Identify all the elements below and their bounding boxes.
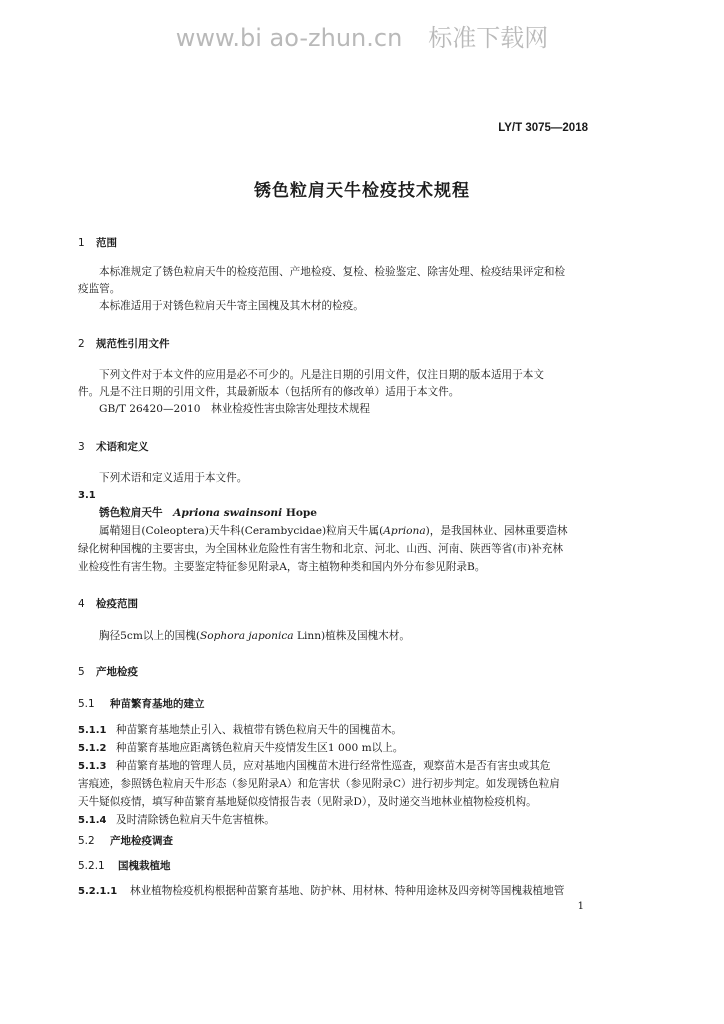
scientific-name: Sophora japonica bbox=[200, 630, 294, 642]
section-2-heading bbox=[78, 336, 170, 351]
definition-text: 属鞘翅目(Coleoptera)天牛科(Cerambycidae)粒肩天牛属( bbox=[99, 525, 384, 537]
clause-number: 5.2.1.1 bbox=[78, 886, 118, 897]
clause-5-1-4 bbox=[78, 810, 601, 831]
clause-number: 5.1.4 bbox=[78, 815, 107, 826]
clause-text: 种苗繁育基地的管理人员，应对基地内国槐苗木进行经常性巡查，观察苗木是否有害虫或其危 bbox=[116, 760, 551, 772]
term-3-1-definition-line-3: 业检疫性有害生物。主要鉴定特征参见附录A，寄主植物种类和国内外分布参见附录B。 bbox=[78, 561, 486, 573]
term-3-1-number: 3.1 bbox=[78, 490, 96, 501]
s2-reference: GB/T 26420—2010 林业检疫性害虫除害处理技术规程 bbox=[99, 403, 371, 415]
section-number: 4 bbox=[78, 598, 85, 610]
section-title: 范围 bbox=[96, 237, 117, 249]
clause-text: 种苗繁育基地禁止引入、栽植带有锈色粒肩天牛的国槐苗木。 bbox=[116, 724, 403, 736]
term-author: Hope bbox=[282, 507, 318, 519]
watermark bbox=[0, 18, 724, 53]
subsection-title: 种苗繁育基地的建立 bbox=[110, 698, 205, 710]
section-4-heading bbox=[78, 596, 138, 611]
subsection-5-2-1-heading bbox=[78, 858, 171, 873]
s4-paragraph bbox=[78, 626, 622, 646]
clause-number: 5.1.2 bbox=[78, 743, 107, 754]
clause-text: 林业植物检疫机构根据种苗繁育基地、防护林、用材林、特种用途林及四旁树等国槐栽植地管 bbox=[130, 885, 565, 897]
section-title: 产地检疫 bbox=[96, 666, 138, 678]
subsection-number: 5.1 bbox=[78, 698, 95, 710]
clause-number: 5.1.1 bbox=[78, 725, 107, 736]
clause-number: 5.1.3 bbox=[78, 761, 107, 772]
section-number: 5 bbox=[78, 666, 85, 678]
section-number: 3 bbox=[78, 441, 85, 453]
clause-5-1-3-line-2: 害痕迹，参照锈色粒肩天牛形态（参见附录A）和危害状（参见附录C）进行初步判定。如发现锈色粒肩 bbox=[78, 778, 560, 790]
page-number: 1 bbox=[577, 901, 584, 912]
s2-paragraph-1-line-1: 下列文件对于本文件的应用是必不可少的。凡是注日期的引用文件，仅注日期的版本适用于本文 bbox=[99, 369, 544, 381]
definition-text: )，是我国林业、园林重要造林 bbox=[425, 525, 568, 537]
clause-5-1-3-line-3: 天牛疑似疫情，填写种苗繁育基地疑似疫情报告表（见附录D），及时递交当地林业植物检疫机构。 bbox=[78, 796, 537, 808]
document-title: 锈色粒肩天牛检疫技术规程 bbox=[254, 181, 470, 201]
section-number: 1 bbox=[78, 237, 85, 249]
watermark-url: www.bi ao-zhun.cn bbox=[175, 24, 403, 52]
term-name: 锈色粒肩天牛 bbox=[99, 507, 174, 519]
s3-intro: 下列术语和定义适用于本文件。 bbox=[99, 472, 248, 484]
s1-paragraph-2: 本标准适用于对锈色粒肩天牛寄主国槐及其木材的检疫。 bbox=[99, 300, 364, 312]
s1-paragraph-1-line-1: 本标准规定了锈色粒肩天牛的检疫范围、产地检疫、复检、检验鉴定、除害处理、检疫结果评定和检 bbox=[99, 266, 566, 278]
subsection-5-1-heading bbox=[78, 696, 205, 711]
term-3-1 bbox=[78, 503, 622, 523]
section-number: 2 bbox=[78, 338, 85, 350]
watermark-site-name: 标准下载网 bbox=[428, 24, 549, 52]
paragraph-text: 胸径5cm以上的国槐( bbox=[99, 630, 201, 642]
term-3-1-definition-line-1 bbox=[78, 521, 622, 541]
s2-paragraph-1-line-2: 件。凡是不注日期的引用文件，其最新版本（包括所有的修改单）适用于本文件。 bbox=[78, 386, 460, 398]
clause-text: 种苗繁育基地应距离锈色粒肩天牛疫情发生区1 000 m以上。 bbox=[116, 742, 404, 754]
subsection-title: 产地检疫调查 bbox=[110, 835, 173, 847]
paragraph-text: Linn)植株及国槐木材。 bbox=[293, 630, 410, 642]
clause-5-2-1-1 bbox=[78, 881, 601, 902]
subsection-number: 5.2 bbox=[78, 835, 95, 847]
subsection-5-2-heading bbox=[78, 833, 173, 848]
section-1-heading bbox=[78, 235, 117, 250]
section-3-heading bbox=[78, 439, 149, 454]
clause-text: 及时清除锈色粒肩天牛危害植株。 bbox=[116, 814, 275, 826]
subsection-title: 国槐栽植地 bbox=[118, 860, 171, 872]
s1-paragraph-1-line-2: 疫监管。 bbox=[78, 283, 121, 295]
term-3-1-definition-line-2: 绿化树种国槐的主要害虫，为全国林业危险性有害生物和北京、河北、山西、河南、陕西等省(市)补充林 bbox=[78, 543, 563, 555]
section-title: 术语和定义 bbox=[96, 441, 149, 453]
genus-name: Apriona bbox=[383, 525, 426, 537]
standard-code: LY/T 3075—2018 bbox=[498, 122, 588, 134]
section-title: 检疫范围 bbox=[96, 598, 138, 610]
section-title: 规范性引用文件 bbox=[96, 338, 170, 350]
term-scientific-name: Apriona swainsoni bbox=[173, 507, 283, 519]
section-5-heading bbox=[78, 664, 138, 679]
subsection-number: 5.2.1 bbox=[78, 860, 105, 872]
